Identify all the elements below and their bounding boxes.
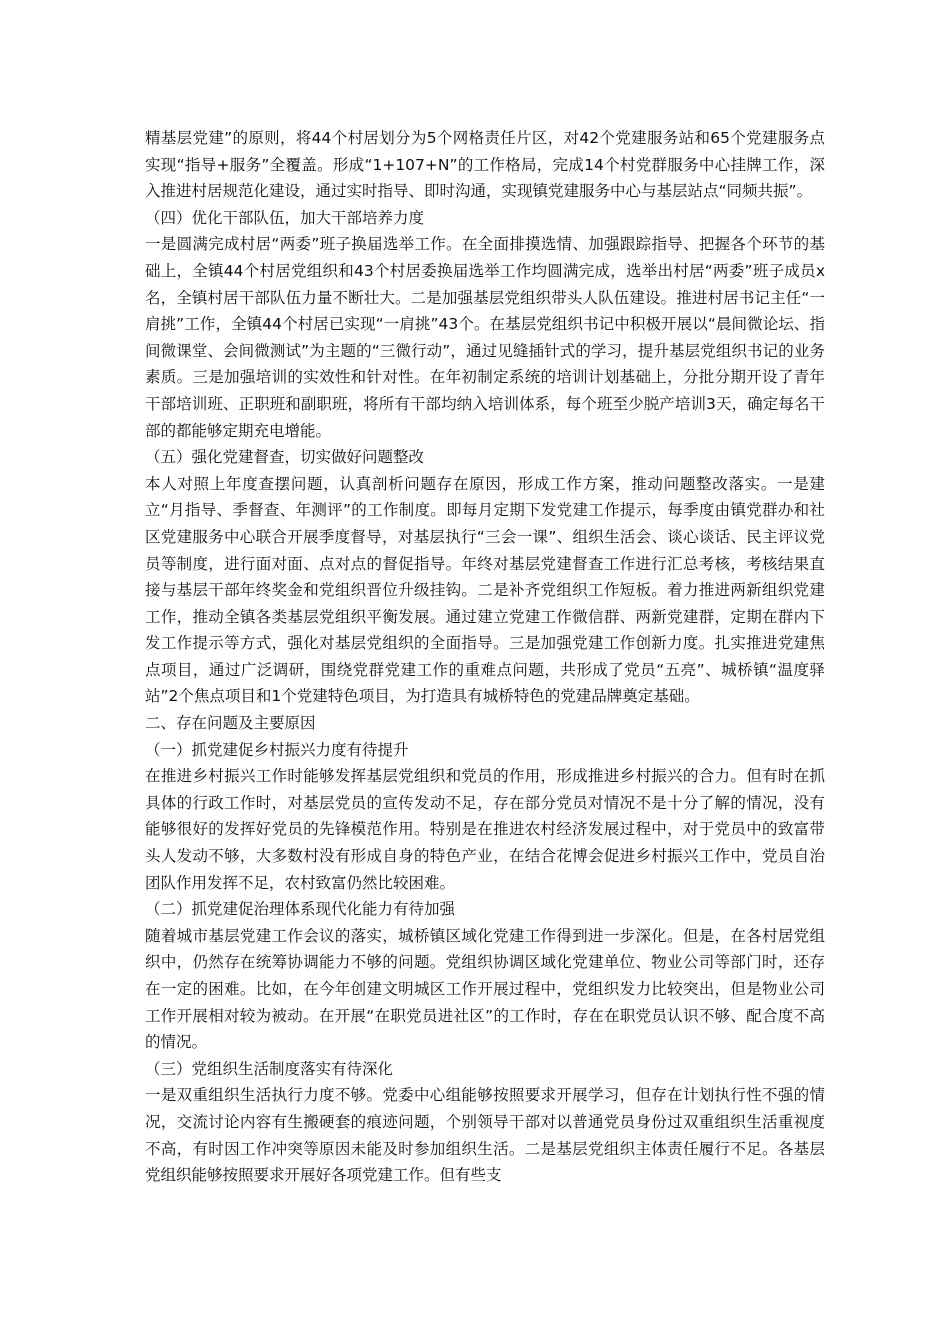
document-body: [145, 125, 825, 1189]
problem-heading-2: （二）抓党建促治理体系现代化能力有待加强: [145, 900, 456, 919]
paragraph-supervision: 本人对照上年度查摆问题，认真剖析问题存在原因，形成工作方案，推动问题整改落实。一是建立“月指导、季督查、年测评”的工作制度。即每月定期下发党建工作提示，每季度由镇党群办和社区党建服务中心联合开展季度督导，对基层执行“三会一课”、组织生活会、谈心谈话、民主评议党员等制度，进行面对面、点对点的督促指导。年终对基层党建督查工作进行汇总考核，考核结果直接与基层干部年终奖金和党组织晋位升级挂钩。二是补齐党组织工作短板。着力推进两新组织党建工作，推动全镇各类基层党组织平衡发展。通过建立党建工作微信群、两新党建群，定期在群内下发工作提示等方式，强化对基层党组织的全面指导。三是加强党建工作创新力度。扎实推进党建焦点项目，通过广泛调研，围绕党群党建工作的重难点问题，共形成了党员“五亮”、城桥镇“温度驿站”2个焦点项目和1个党建特色项目，为打造具有城桥特色的党建品牌奠定基础。: [145, 474, 825, 706]
problem-heading-1: （一）抓党建促乡村振兴力度有待提升: [145, 740, 409, 759]
paragraph-grid-management: 精基层党建”的原则，将44个村居划分为5个网格责任片区，对42个党建服务站和65个党建服务点实现“指导+服务”全覆盖。形成“1+107+N”的工作格局，完成14个村党群服务中心挂牌工作，深入推进村居规范化建设，通过实时指导、即时沟通，实现镇党建服务中心与基层站点“同频共振”。: [145, 129, 825, 201]
chapter-heading-problems: 二、存在问题及主要原因: [145, 714, 316, 733]
paragraph-rural-revitalization: 在推进乡村振兴工作时能够发挥基层党组织和党员的作用，形成推进乡村振兴的合力。但有时在抓具体的行政工作时，对基层党员的宣传发动不足，存在部分党员对情况不是十分了解的情况，没有能够很好的发挥好党员的先锋模范作用。特别是在推进农村经济发展过程中，对于党员中的致富带头人发动不够，大多数村没有形成自身的特色产业，在结合花博会促进乡村振兴工作中，党员自治团队作用发挥不足，农村致富仍然比较困难。: [145, 767, 825, 892]
problem-heading-3: （三）党组织生活制度落实有待深化: [145, 1059, 394, 1078]
paragraph-governance: 随着城市基层党建工作会议的落实，城桥镇区域化党建工作得到进一步深化。但是，在各村居党组织中，仍然存在统筹协调能力不够的问题。党组织协调区域化党建单位、物业公司等部门时，还存在一定的困难。比如，在今年创建文明城区工作开展过程中，党组织发力比较突出，但是物业公司工作开展相对较为被动。在开展“在职党员进社区”的工作时，存在在职党员认识不够、配合度不高的情况。: [145, 926, 825, 1052]
section-heading-4: （四）优化干部队伍，加大干部培养力度: [145, 208, 425, 227]
paragraph-cadre-team: 一是圆满完成村居“两委”班子换届选举工作。在全面排摸选情、加强跟踪指导、把握各个环节的基础上，全镇44个村居党组织和43个村居委换届选举工作均圆满完成，选举出村居“两委”班子成员x名，全镇村居干部队伍力量不断壮大。二是加强基层党组织带头人队伍建设。推进村居书记主任“一肩挑”工作，全镇44个村居已实现“一肩挑”43个。在基层党组织书记中积极开展以“晨间微论坛、指间微课堂、会间微测试”为主题的“三微行动”，通过见缝插针式的学习，提升基层党组织书记的业务素质。三是加强培训的实效性和针对性。在年初制定系统的培训计划基础上，分批分期开设了青年干部培训班、正职班和副职班，将所有干部均纳入培训体系，每个班至少脱产培训3天，确定每名干部的都能够定期充电增能。: [145, 235, 825, 440]
paragraph-organization-life: 一是双重组织生活执行力度不够。党委中心组能够按照要求开展学习，但存在计划执行性不强的情况，交流讨论内容有生搬硬套的痕迹问题，个别领导干部对以普通党员身份过双重组织生活重视度不高，有时因工作冲突等原因未能及时参加组织生活。二是基层党组织主体责任履行不足。各基层党组织能够按照要求开展好各项党建工作。但有些支: [145, 1086, 825, 1185]
section-heading-5: （五）强化党建督查，切实做好问题整改: [145, 448, 425, 467]
